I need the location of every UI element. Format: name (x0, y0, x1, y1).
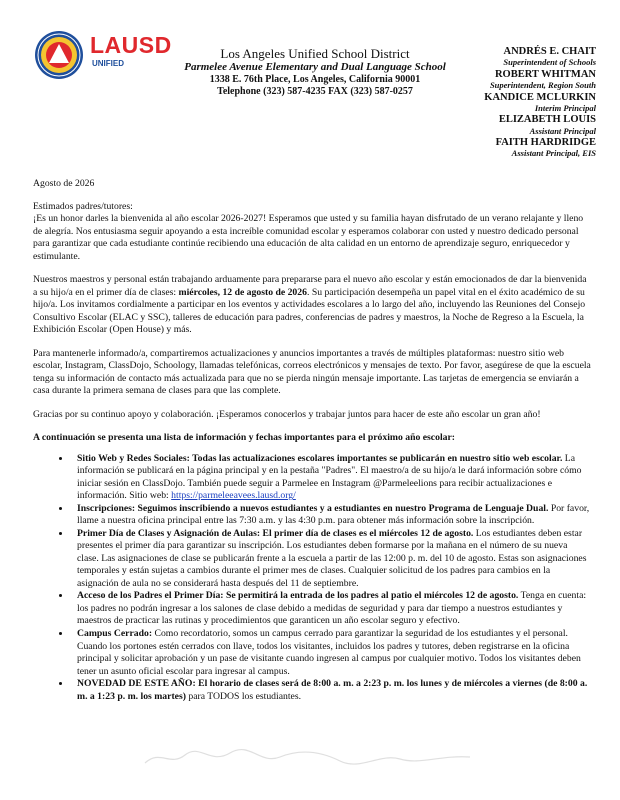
item-heading: Inscripciones: Seguimos inscribiendo a nuevos estudiantes y a estudiantes en nuestro Programa de Lenguaje Dual. (77, 502, 549, 514)
item-heading: NOVEDAD DE ESTE AÑO: El horario de clases será de 8:00 a. m. a 2:23 p. m. los lunes y de miércoles a viernes (de 8:00 a. m. a 1:23 p. m. los martes) (77, 678, 588, 702)
greeting: Estimados padres/tutores: (33, 200, 133, 212)
staff-name: KANDICE MCLURKIN (484, 91, 596, 103)
item-heading: Sitio Web y Redes Sociales: Todas las actualizaciones escolares importantes se publicarán en nuestro sitio web escolar. (77, 452, 563, 464)
staff-title: Assistant Principal (529, 125, 596, 136)
list-item (71, 590, 591, 628)
list-item (71, 678, 591, 703)
paragraph-text: Nuestros maestros y personal están trabajando arduamente para prepararse para el nuevo año escolar y están emocionados de dar la bienvenida a su hijo/a en el primer día de clases: (33, 274, 587, 298)
faint-signature (140, 745, 480, 769)
staff-name: FAITH HARDRIDGE (495, 137, 596, 149)
logo-wordmark: LAUSD (90, 32, 172, 58)
list-item (71, 528, 591, 591)
item-heading: Primer Día de Clases y Asignación de Aulas: El primer día de clases es el miércoles 12 de agosto. (77, 527, 474, 539)
paragraph-communication: Para mantenerle informado/a, compartiremos actualizaciones y anuncios importantes a través de múltiples plataformas: nuestro sitio web escolar, Instagram, ClassDojo, Schoology, llamadas telefónicas, correos electrónicos y mensajes de texto. Por favor, asegúrese de que la escuela tenga su información de contacto más actualizada para que no se pierda ningún mensaje importante. Las tarjetas de emergencia se enviarán a casa durante la primera semana de clases para que las complete. (33, 347, 591, 397)
district-name: Los Angeles Unified School District (220, 46, 410, 61)
district-seal-icon (34, 30, 84, 80)
paragraph-first-day (33, 274, 591, 337)
paragraph-text: . Su participación desempeña un papel vital en el éxito académico de su hijo/a. Los invitamos cordialmente a participar en los eventos y actividades escolares a lo largo del año, incluyendo las Reuniones del Consejo Consultivo Escolar (ELAC y SSC), talleres de educación para padres, conferencias de padres y maestros, la Noche de Regreso a la Escuela, la Exhibición Escolar (Open House) y más. (33, 286, 586, 336)
first-day-date: miércoles, 12 de agosto de 2026 (178, 286, 307, 298)
list-item (71, 503, 591, 528)
item-text: Los estudiantes deben estar presentes el primer día para garantizar su inscripción. Los estudiantes deben formarse por la mañana en el número de su nueva clase. Las asignaciones de clase se publicarán frente a la escuela a partir de las 12:00 p. m. del 10 de agosto. Estas son asignaciones temporales y están sujetas a cambios durante el primer mes de clases. Cualquier solicitud de los padres para cambios en la asignación de aula no se considerará hasta después del 11 de septiembre. (77, 527, 587, 589)
paragraph-thanks: Gracias por su continuo apoyo y colaboración. ¡Esperamos conocerlos y trabajar juntos para hacer de este año escolar un gran año! (33, 408, 541, 420)
item-text: Por favor, llame a nuestra oficina principal entre las 7:30 a.m. y las 4:30 p.m. para obtener más información sobre la inscripción. (77, 502, 590, 527)
staff-title: Superintendent, Region South (489, 79, 596, 90)
website-link[interactable]: https://parmeleeavees.lausd.org/ (171, 490, 296, 502)
item-text: Como recordatorio, somos un campus cerrado para garantizar la seguridad de los estudiantes y el personal. Cuando los portones estén cerrados con llave, todos los visitantes, incluidos los padres y tutores, deben registrarse en la oficina principal y solicitar aprobación y un pase de visitante cuando ingresen al campus por cualquier motivo. Todos los visitantes deben tener un asunto oficial escolar para ingresar al campus. (77, 627, 581, 677)
staff-name: ELIZABETH LOUIS (498, 114, 596, 126)
list-item (71, 628, 591, 678)
staff-title: Interim Principal (534, 102, 596, 113)
info-list (33, 453, 591, 703)
school-phone: Telephone (323) 587-4235 FAX (323) 587-0257 (217, 86, 413, 98)
item-heading: Campus Cerrado: (77, 627, 153, 639)
item-text: Tenga en cuenta: los padres no podrán ingresar a los salones de clase debido a medidas de seguridad y para dar tiempo a nuestros estudiantes y maestros de practicar las rutinas y procedimientos que garanticen un año escolar seguro y efectivo. (77, 590, 587, 627)
letter-body (33, 178, 591, 703)
school-name: Parmelee Avenue Elementary and Dual Language School (184, 61, 446, 74)
item-text: para TODOS los estudiantes. (185, 690, 302, 702)
lausd-logo (34, 30, 184, 82)
staff-name: ROBERT WHITMAN (494, 68, 596, 80)
school-address: 1338 E. 76th Place, Los Angeles, California 90001 (209, 74, 421, 86)
staff-title: Superintendent of Schools (503, 57, 596, 68)
staff-name: ANDRÉS E. CHAIT (503, 46, 596, 57)
paragraph-welcome: ¡Es un honor darles la bienvenida al año escolar 2026-2027! Esperamos que usted y su familia hayan disfrutado de un verano relajante y lleno de alegría. Nos entusiasma seguir apoyando a esta increíble comunidad escolar y esperamos colaborar con usted y nuestro dedicado personal para garantizar que cada estudiante continúe recibiendo una educación de alta calidad en un entorno de aprendizaje seguro, enriquecedor y estimulante. (33, 213, 584, 262)
list-title: A continuación se presenta una lista de información y fechas importantes para el próximo año escolar: (33, 432, 456, 444)
list-item (71, 453, 591, 503)
letter-date: Agosto de 2026 (33, 178, 95, 189)
letterhead (175, 46, 455, 98)
staff-list (416, 46, 596, 160)
staff-title: Assistant Principal, EIS (511, 148, 596, 159)
item-text: La información se publicará en la página principal y en la pestaña "Padres". El maestro/a de su hijo/a le dará información sobre cómo iniciar sesión en ClassDojo. También puede seguir a Parmelee en Instagram @Parmeleelions para recibir actualizaciones e información. Sitio web: (77, 452, 582, 502)
logo-subtitle: UNIFIED (92, 59, 124, 68)
item-heading: Acceso de los Padres el Primer Día: Se permitirá la entrada de los padres al patio el miércoles 12 de agosto. (77, 590, 519, 602)
